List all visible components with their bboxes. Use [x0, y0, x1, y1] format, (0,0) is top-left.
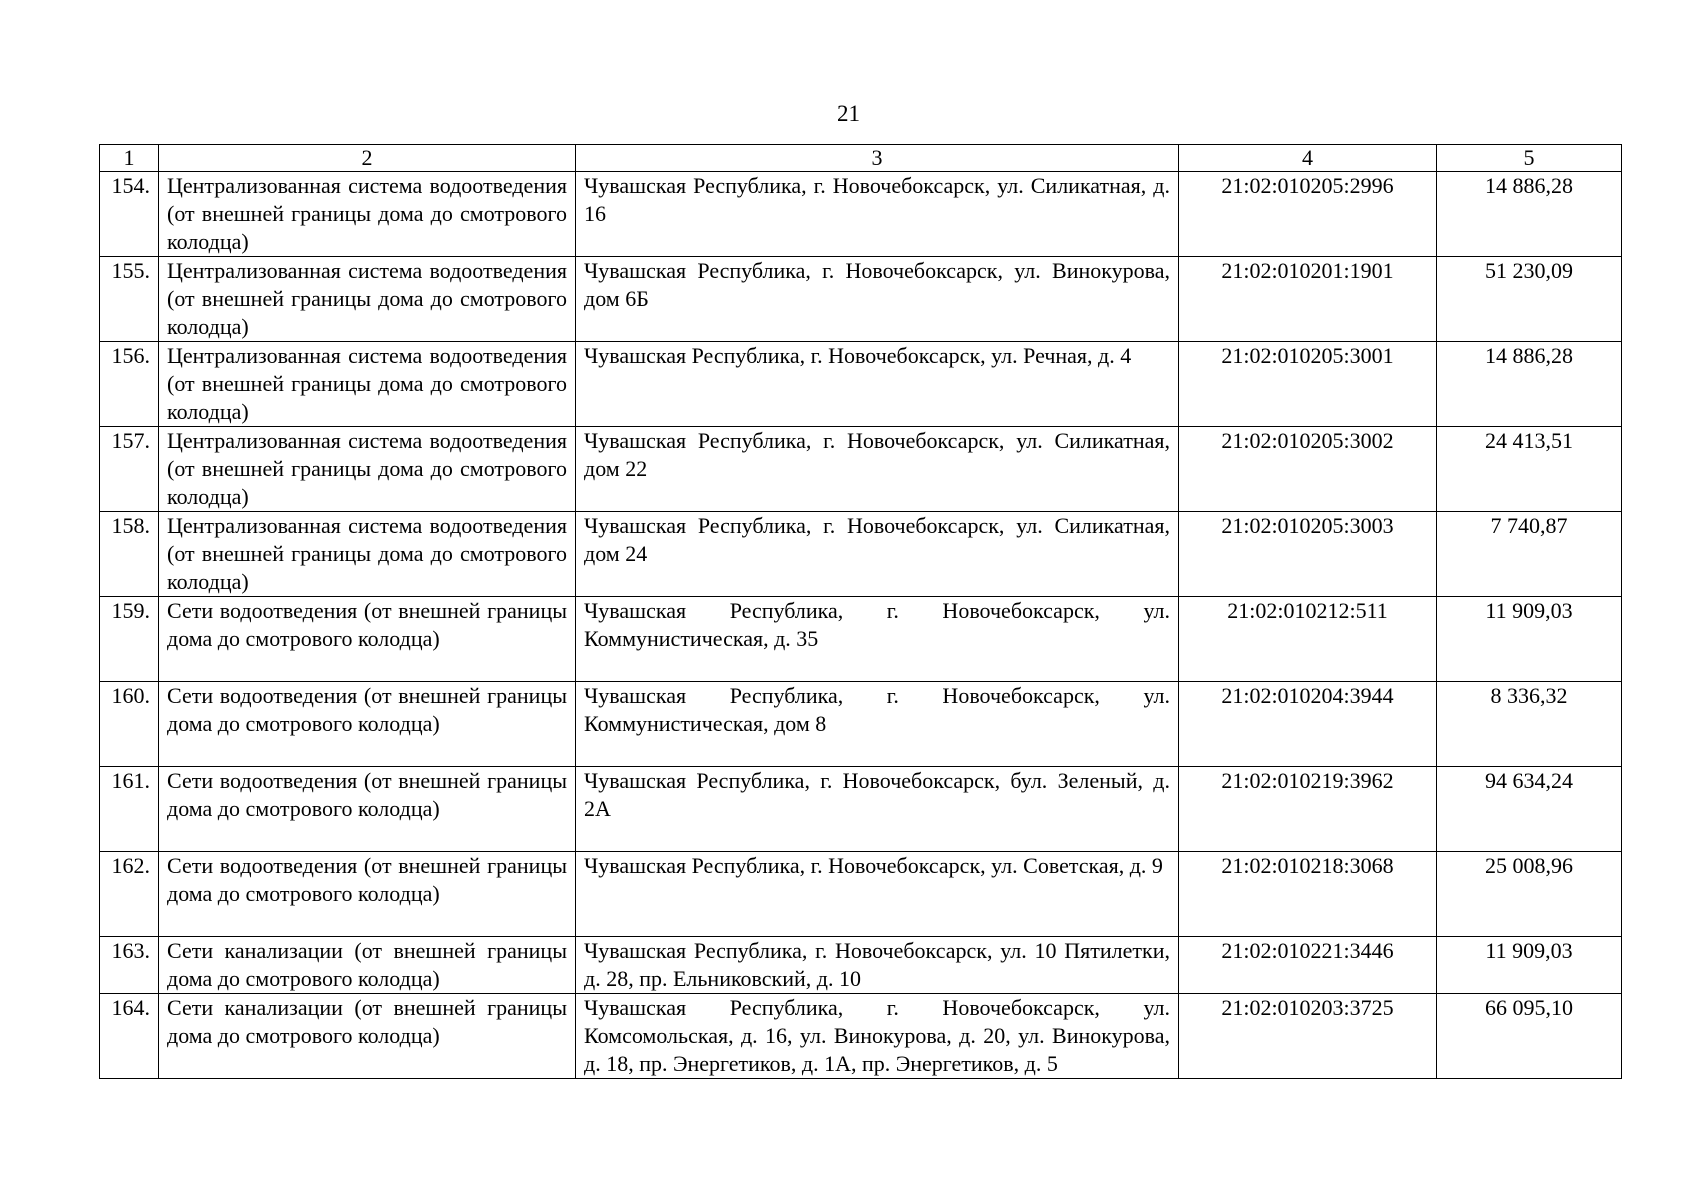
object-address: Чувашская Республика, г. Новочебоксарск, ул. Коммунистическая, дом 8 — [576, 682, 1179, 767]
row-number: 158. — [100, 512, 159, 597]
table-row — [100, 937, 1622, 994]
table-row — [100, 682, 1622, 767]
object-address: Чувашская Республика, г. Новочебоксарск, ул. Коммунистическая, д. 35 — [576, 597, 1179, 682]
object-name: Сети водоотведения (от внешней границы дома до смотрового колодца) — [159, 682, 576, 767]
object-value: 66 095,10 — [1437, 994, 1622, 1079]
cadastral-number: 21:02:010205:3002 — [1179, 427, 1437, 512]
object-address: Чувашская Республика, г. Новочебоксарск, ул. Речная, д. 4 — [576, 342, 1179, 427]
row-number: 163. — [100, 937, 159, 994]
cadastral-number: 21:02:010205:2996 — [1179, 172, 1437, 257]
object-address: Чувашская Республика, г. Новочебоксарск, ул. Советская, д. 9 — [576, 852, 1179, 937]
cadastral-number: 21:02:010201:1901 — [1179, 257, 1437, 342]
header-col-4: 4 — [1179, 145, 1437, 172]
object-name: Централизованная система водоотведения (от внешней границы дома до смотрового колодца) — [159, 512, 576, 597]
object-value: 11 909,03 — [1437, 937, 1622, 994]
object-value: 51 230,09 — [1437, 257, 1622, 342]
object-value: 7 740,87 — [1437, 512, 1622, 597]
row-number: 157. — [100, 427, 159, 512]
object-value: 24 413,51 — [1437, 427, 1622, 512]
row-number: 160. — [100, 682, 159, 767]
table-body — [100, 172, 1622, 1079]
cadastral-number: 21:02:010205:3001 — [1179, 342, 1437, 427]
object-name: Централизованная система водоотведения (от внешней границы дома до смотрового колодца) — [159, 427, 576, 512]
object-value: 8 336,32 — [1437, 682, 1622, 767]
object-value: 25 008,96 — [1437, 852, 1622, 937]
object-value: 14 886,28 — [1437, 342, 1622, 427]
header-col-5: 5 — [1437, 145, 1622, 172]
row-number: 156. — [100, 342, 159, 427]
object-name: Сети водоотведения (от внешней границы дома до смотрового колодца) — [159, 767, 576, 852]
table-row — [100, 342, 1622, 427]
row-number: 155. — [100, 257, 159, 342]
table-row — [100, 427, 1622, 512]
row-number: 154. — [100, 172, 159, 257]
object-address: Чувашская Республика, г. Новочебоксарск, ул. Силикатная, д. 16 — [576, 172, 1179, 257]
object-address: Чувашская Республика, г. Новочебоксарск, ул. 10 Пятилетки, д. 28, пр. Ельниковский, д. 10 — [576, 937, 1179, 994]
row-number: 164. — [100, 994, 159, 1079]
row-number: 162. — [100, 852, 159, 937]
object-name: Сети водоотведения (от внешней границы дома до смотрового колодца) — [159, 597, 576, 682]
object-name: Сети водоотведения (от внешней границы дома до смотрового колодца) — [159, 852, 576, 937]
object-value: 14 886,28 — [1437, 172, 1622, 257]
table-row — [100, 852, 1622, 937]
header-col-2: 2 — [159, 145, 576, 172]
object-value: 94 634,24 — [1437, 767, 1622, 852]
object-name: Централизованная система водоотведения (от внешней границы дома до смотрового колодца) — [159, 172, 576, 257]
object-address: Чувашская Республика, г. Новочебоксарск, ул. Силикатная, дом 22 — [576, 427, 1179, 512]
cadastral-number: 21:02:010205:3003 — [1179, 512, 1437, 597]
object-value: 11 909,03 — [1437, 597, 1622, 682]
table-row — [100, 257, 1622, 342]
header-row — [100, 145, 1622, 172]
object-address: Чувашская Республика, г. Новочебоксарск, бул. Зеленый, д. 2А — [576, 767, 1179, 852]
table-row — [100, 512, 1622, 597]
object-name: Централизованная система водоотведения (от внешней границы дома до смотрового колодца) — [159, 257, 576, 342]
cadastral-number: 21:02:010218:3068 — [1179, 852, 1437, 937]
table-row — [100, 172, 1622, 257]
table-header — [100, 145, 1622, 172]
table-row — [100, 994, 1622, 1079]
table-row — [100, 597, 1622, 682]
header-col-1: 1 — [100, 145, 159, 172]
cadastral-number: 21:02:010212:511 — [1179, 597, 1437, 682]
object-address: Чувашская Республика, г. Новочебоксарск, ул. Винокурова, дом 6Б — [576, 257, 1179, 342]
object-address: Чувашская Республика, г. Новочебоксарск, ул. Комсомольская, д. 16, ул. Винокурова, д. 20, ул. Винокурова, д. 18, пр. Энергетиков, д. 1А, пр. Энергетиков, д. 5 — [576, 994, 1179, 1079]
table-row — [100, 767, 1622, 852]
cadastral-number: 21:02:010221:3446 — [1179, 937, 1437, 994]
cadastral-number: 21:02:010203:3725 — [1179, 994, 1437, 1079]
object-name: Сети канализации (от внешней границы дома до смотрового колодца) — [159, 994, 576, 1079]
cadastral-number: 21:02:010204:3944 — [1179, 682, 1437, 767]
row-number: 159. — [100, 597, 159, 682]
object-name: Сети канализации (от внешней границы дома до смотрового колодца) — [159, 937, 576, 994]
cadastral-number: 21:02:010219:3962 — [1179, 767, 1437, 852]
property-registry-table — [99, 144, 1622, 1079]
object-name: Централизованная система водоотведения (от внешней границы дома до смотрового колодца) — [159, 342, 576, 427]
header-col-3: 3 — [576, 145, 1179, 172]
page-number: 21 — [837, 101, 860, 126]
object-address: Чувашская Республика, г. Новочебоксарск, ул. Силикатная, дом 24 — [576, 512, 1179, 597]
row-number: 161. — [100, 767, 159, 852]
